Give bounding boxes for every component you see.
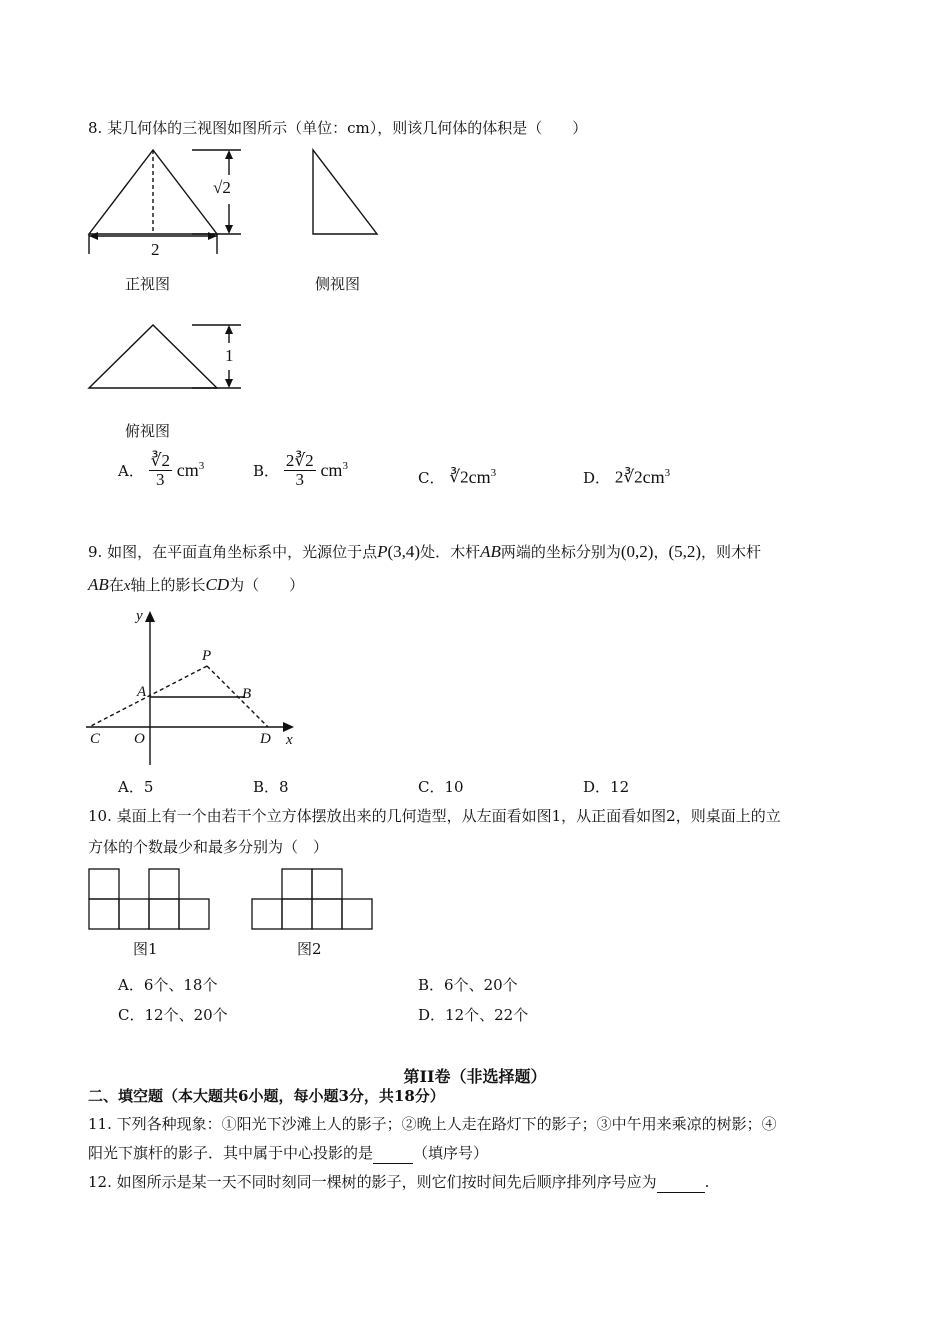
q8-side-label: 侧视图 (315, 275, 361, 293)
q11-stem-line2: 阳光下旗杆的影子．其中属于中心投影的是 （填序号） (88, 1144, 489, 1162)
q10-stem-line1: 10. 桌面上有一个由若干个立方体摆放出来的几何造型，从左面看如图1，从正面看如图2，则桌面上的立 (88, 807, 781, 825)
q9-label-p: P (202, 648, 212, 664)
q8-option-a[interactable]: A． $\frac{∛2}{3}$ $cm^3$ (118, 451, 205, 489)
q8-stem: 8. 某几何体的三视图如图所示（单位：cm），则该几何体的体积是（ ） (88, 119, 588, 137)
q9-stem-line2: AB在x轴上的影长CD为（ ） (88, 575, 305, 594)
q9-label-c: C (90, 731, 101, 747)
q8-top-label: 俯视图 (125, 422, 171, 440)
q8-front-label: 正视图 (125, 275, 171, 293)
section2-title: 第II卷（非选择题） (403, 1067, 547, 1086)
q10-option-b[interactable]: B．6个、20个 (418, 976, 518, 994)
q8-dim-width: 2 (148, 240, 163, 260)
q10-fig2 (252, 869, 372, 929)
q9-label-o: O (134, 731, 145, 747)
q11-stem-line1: 11. 下列各种现象：①阳光下沙滩上人的影子；②晚上人走在路灯下的影子；③中午用来乘凉的树影；④ (88, 1115, 777, 1133)
q8-option-c[interactable]: C． $∛2cm^3$ (418, 467, 497, 487)
q9-option-d[interactable]: D．12 (583, 778, 630, 796)
q8-dim-depth: 1 (225, 346, 234, 365)
q12-answer-blank[interactable] (657, 1172, 705, 1193)
q9-label-d: D (260, 731, 271, 747)
q11-answer-blank[interactable] (373, 1143, 413, 1164)
q10-stem-line2: 方体的个数最少和最多分别为（ ） (88, 838, 329, 856)
q9-label-b: B (242, 686, 252, 702)
q9-stem-line1: 9. 如图，在平面直角坐标系中，光源位于点P(3,4)处．木杆AB两端的坐标分别为(0,2)，(5,2)，则木杆 (88, 542, 762, 561)
q10-fig2-label: 图2 (297, 940, 322, 958)
q9-option-b[interactable]: B．8 (253, 778, 289, 796)
q9-option-c[interactable]: C．10 (418, 778, 464, 796)
q8-option-d[interactable]: D． $2∛2cm^3$ (583, 467, 671, 487)
section2-heading: 二、填空题（本大题共6小题，每小题3分，共18分） (88, 1087, 445, 1105)
q9-label-y: y (136, 608, 143, 624)
q10-option-a[interactable]: A．6个、18个 (118, 976, 218, 994)
q9-label-a: A (137, 684, 147, 700)
q10-option-c[interactable]: C．12个、20个 (118, 1006, 228, 1024)
q8-option-b[interactable]: B． $\frac{2∛2}{3}$ $cm^3$ (253, 451, 348, 489)
q10-fig1 (89, 869, 209, 929)
q9-label-x: x (286, 732, 293, 748)
q10-option-d[interactable]: D．12个、22个 (418, 1006, 529, 1024)
q12-stem: 12. 如图所示是某一天不同时刻同一棵树的影子，则它们按时间先后顺序排列序号应为 . (88, 1173, 710, 1191)
q10-fig1-label: 图1 (133, 940, 158, 958)
q8-dim-height: √2 (213, 178, 231, 197)
q9-option-a[interactable]: A．5 (118, 778, 154, 796)
